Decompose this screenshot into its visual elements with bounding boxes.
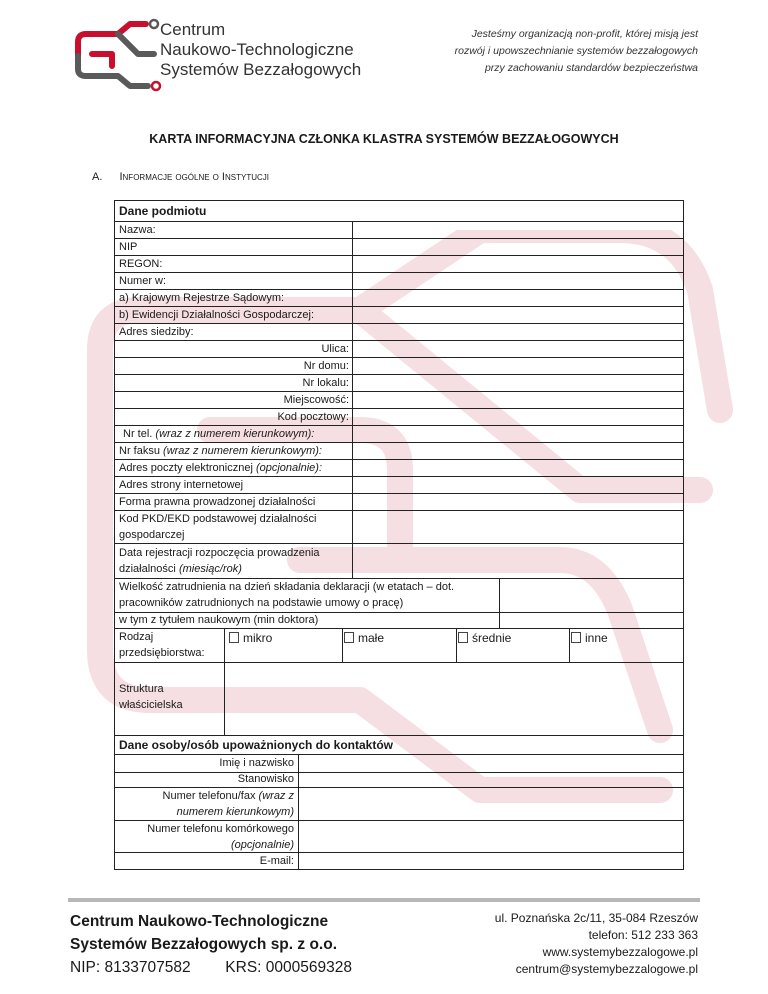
label-regon: REGON: xyxy=(119,258,163,270)
entity-heading: Dane podmiotu xyxy=(119,204,207,218)
email-field[interactable] xyxy=(353,460,683,476)
contact-tel-note: (wraz z xyxy=(258,790,294,802)
footer-name-line2: Systemów Bezzałogowych sp. z o.o. xyxy=(70,936,337,953)
option-inne[interactable] xyxy=(571,630,608,646)
mission-line3: przy zachowaniu standardów bezpieczeństwa xyxy=(484,62,698,74)
option-male-label: małe xyxy=(358,631,385,645)
contact-tel-text: Numer telefonu/fax xyxy=(162,790,256,802)
table-rule-vertical xyxy=(456,628,457,662)
label-krs: a) Krajowym Rejestrze Sądowym: xyxy=(119,292,285,304)
label-contact-email: E-mail: xyxy=(259,855,294,867)
org-name-line1: Centrum xyxy=(160,20,226,39)
footer-krs: KRS: 0000569328 xyxy=(225,959,352,976)
miejscowosc-field[interactable] xyxy=(353,392,683,408)
nip-field[interactable] xyxy=(353,239,683,255)
fax-label-text: Nr faksu xyxy=(119,445,160,457)
footer-name-line1: Centrum Naukowo-Technologiczne xyxy=(70,913,329,930)
option-mikro-label: mikro xyxy=(243,631,273,645)
section-label: Informacje ogólne o Instytucji xyxy=(119,171,269,183)
nr-domu-field[interactable] xyxy=(353,358,683,374)
contact-mobile-field[interactable] xyxy=(299,821,683,852)
footer-company xyxy=(70,910,352,979)
page-title: KARTA INFORMACYJNA CZŁONKA KLASTRA SYSTEMÓW BEZZAŁOGOWYCH xyxy=(149,132,619,146)
struktura-field[interactable] xyxy=(225,663,683,735)
option-male[interactable] xyxy=(344,630,384,646)
option-mikro[interactable] xyxy=(229,630,272,646)
label-rodzaj-line2: przedsiębiorstwa: xyxy=(119,647,205,659)
regon-field[interactable] xyxy=(353,256,683,272)
checkbox-srednie[interactable] xyxy=(458,632,468,643)
label-kom-line1: Numer telefonu komórkowego xyxy=(147,823,294,835)
contact-heading: Dane osoby/osób upoważnionych do kontaktów xyxy=(119,738,394,752)
checkbox-male[interactable] xyxy=(344,632,354,643)
kod-field[interactable] xyxy=(353,409,683,425)
mission-statement xyxy=(398,26,698,77)
label-email xyxy=(119,460,322,476)
label-stanowisko: Stanowisko xyxy=(237,773,294,785)
nr-lokalu-field[interactable] xyxy=(353,375,683,391)
footer-nip: NIP: 8133707582 xyxy=(70,959,191,976)
tel-label-text: Nr tel. xyxy=(123,428,153,440)
label-emp-line2: pracowników zatrudnionych na podstawie umowy o pracę) xyxy=(119,597,404,609)
pkd-field[interactable] xyxy=(353,511,683,543)
mission-line2: rozwój i upowszechnianie systemów bezzałogowych xyxy=(454,45,698,57)
nazwa-field[interactable] xyxy=(353,222,683,238)
label-www: Adres strony internetowej xyxy=(119,479,244,491)
forma-field[interactable] xyxy=(353,494,683,510)
checkbox-mikro[interactable] xyxy=(229,632,239,643)
contact-name-field[interactable] xyxy=(299,755,683,772)
label-ulica: Ulica: xyxy=(321,343,349,355)
footer-phone: telefon: 512 233 363 xyxy=(588,928,698,942)
label-struktura-line1: Struktura xyxy=(119,683,164,695)
member-form xyxy=(114,200,684,870)
label-kom-line2: (opcjonalnie) xyxy=(231,839,294,851)
fax-field[interactable] xyxy=(353,443,683,459)
ulica-field[interactable] xyxy=(353,341,683,357)
table-rule-vertical xyxy=(569,628,570,662)
tel-label-note: (wraz z numerem kierunkowym): xyxy=(155,428,315,440)
contact-position-field[interactable] xyxy=(299,773,683,787)
label-pkd-line1: Kod PKD/EKD podstawowej działalności xyxy=(119,513,317,525)
data-label-text: działalności xyxy=(119,563,176,575)
label-rodzaj-line1: Rodzaj xyxy=(119,631,154,643)
www-field[interactable] xyxy=(353,477,683,493)
section-marker: A. xyxy=(92,171,103,183)
employment-field[interactable] xyxy=(500,579,683,612)
footer-contact xyxy=(495,910,698,978)
label-nazwa: Nazwa: xyxy=(119,224,156,236)
label-nip: NIP xyxy=(119,241,138,253)
label-emp-line1: Wielkość zatrudnienia na dzień składania deklaracji (w etatach – dot. xyxy=(119,581,455,593)
employment-sci-field[interactable] xyxy=(500,613,683,628)
label-ceidg: b) Ewidencji Działalności Gospodarczej: xyxy=(119,309,315,321)
org-name-line3: Systemów Bezzałogowych xyxy=(160,60,362,79)
contact-phone-field[interactable] xyxy=(299,788,683,820)
label-adres: Adres siedziby: xyxy=(119,326,194,338)
label-miejscowosc: Miejscowość: xyxy=(283,394,349,406)
label-imie: Imię i nazwisko xyxy=(219,757,294,769)
label-data-line1: Data rejestracji rozpoczęcia prowadzenia xyxy=(119,547,320,559)
checkbox-inne[interactable] xyxy=(571,632,581,643)
label-contact-tel-line1 xyxy=(163,788,294,804)
option-srednie[interactable] xyxy=(458,630,511,646)
label-nr-domu: Nr domu: xyxy=(303,360,349,372)
section-heading xyxy=(92,171,269,183)
contact-email-field[interactable] xyxy=(299,853,683,869)
table-rule-horizontal xyxy=(115,272,683,273)
label-kod: Kod pocztowy: xyxy=(277,411,349,423)
footer-address: ul. Poznańska 2c/11, 35-084 Rzeszów xyxy=(494,911,698,925)
data-label-note: (miesiąc/rok) xyxy=(178,563,242,575)
label-nr-lokalu: Nr lokalu: xyxy=(302,377,349,389)
label-data-line2 xyxy=(119,561,242,577)
org-name xyxy=(160,20,361,80)
org-name-line2: Naukowo-Technologiczne xyxy=(160,40,354,59)
fax-label-note: (wraz z numerem kierunkowym): xyxy=(163,445,322,457)
footer-email[interactable]: centrum@systemybezzalogowe.pl xyxy=(515,962,698,976)
ceidg-field[interactable] xyxy=(353,307,683,323)
label-fax xyxy=(119,443,322,459)
label-emp-sci: w tym z tytułem naukowym (min doktora) xyxy=(119,614,319,626)
table-rule-horizontal xyxy=(115,735,683,736)
option-srednie-label: średnie xyxy=(472,631,512,645)
label-forma: Forma prawna prowadzonej działalności xyxy=(119,496,316,508)
footer-divider xyxy=(68,898,700,902)
table-rule-vertical xyxy=(342,628,343,662)
data-field[interactable] xyxy=(353,544,683,578)
table-rule-horizontal xyxy=(115,323,683,324)
table-rule-horizontal xyxy=(115,628,683,629)
label-numer-w: Numer w: xyxy=(119,275,167,287)
footer-ids xyxy=(70,956,352,979)
tel-field[interactable] xyxy=(353,426,683,442)
mission-line1: Jesteśmy organizacją non-profit, której misją jest xyxy=(471,28,698,40)
option-inne-label: inne xyxy=(585,631,608,645)
label-struktura-line2: właścicielska xyxy=(119,699,183,711)
footer-website[interactable]: www.systemybezzalogowe.pl xyxy=(542,945,698,959)
label-pkd-line2: gospodarczej xyxy=(119,529,185,541)
email-label-text: Adres poczty elektronicznej xyxy=(119,462,253,474)
label-tel xyxy=(123,426,314,442)
label-contact-tel-line2: numerem kierunkowym) xyxy=(176,806,294,818)
email-label-note: (opcjonalnie): xyxy=(255,462,323,474)
krs-field[interactable] xyxy=(353,290,683,306)
company-logo xyxy=(68,14,168,94)
